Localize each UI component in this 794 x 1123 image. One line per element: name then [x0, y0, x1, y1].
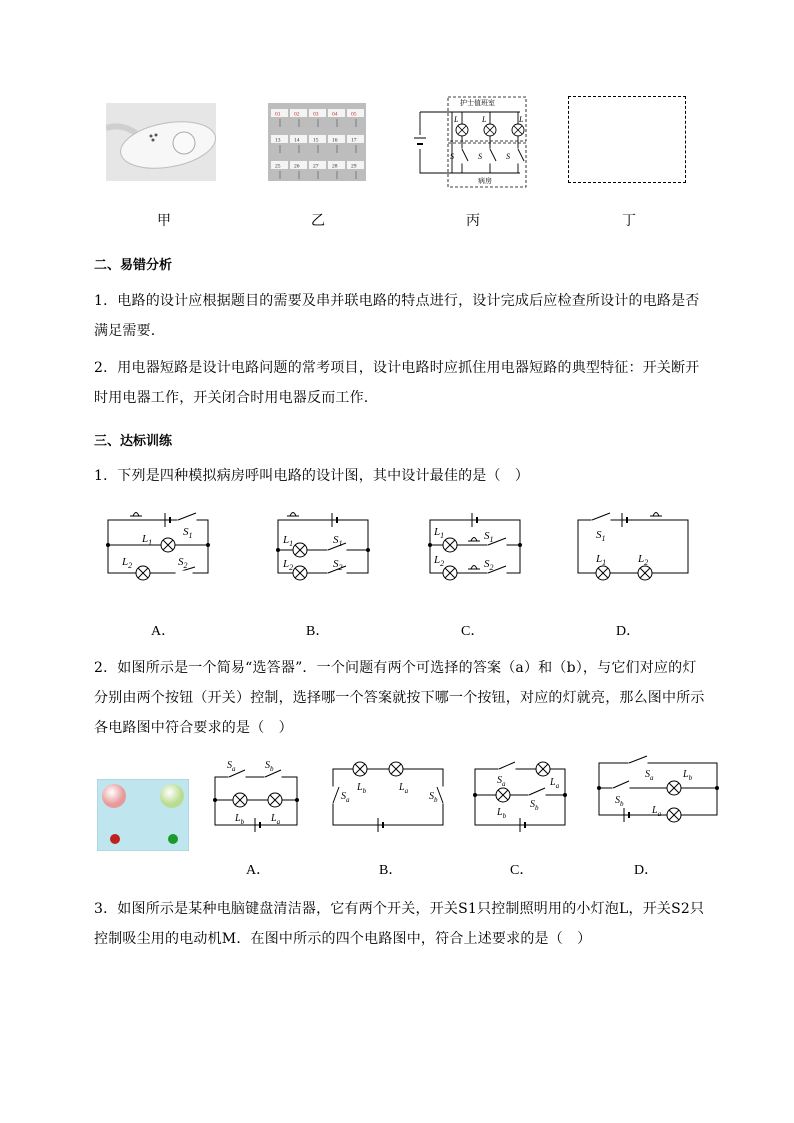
panel-cell-number: 27: [313, 163, 319, 170]
panel-cell-number: 17: [351, 137, 357, 144]
svg-text:L2: $L_2$: [283, 558, 294, 572]
svg-text:La: $L_a$: [399, 782, 409, 795]
svg-text:L2: $L_2$: [122, 556, 133, 570]
panel-cell-number: 25: [275, 163, 281, 170]
svg-text:L2: $L_2$: [638, 553, 649, 567]
section3-title: 三、达标训练: [94, 434, 173, 449]
panel-cell-number: 14: [294, 137, 300, 144]
section2-item-1: 1．电路的设计应根据题目的需要及串并联电路的特点进行，设计完成后应检查所设计的电路是否满足需要.: [94, 293, 700, 339]
svg-text:S2: $S_2$: [484, 558, 494, 572]
svg-text:Sb: $S_b$: [530, 799, 539, 812]
figure-ding-box: [568, 96, 686, 183]
q1-option-d[interactable]: D．: [616, 624, 641, 639]
svg-text:La: $L_a$: [271, 813, 281, 826]
q2-circuits: [205, 755, 725, 835]
panel-cell-number: 16: [332, 137, 338, 144]
panel-cell-number: 15: [313, 137, 319, 144]
svg-text:Sa: $S_a$: [645, 769, 654, 782]
q2-option-a[interactable]: A．: [246, 863, 271, 878]
svg-text:L: L: [519, 115, 524, 124]
panel-cell-number: 01: [275, 111, 281, 118]
q2-option-d[interactable]: D．: [634, 863, 659, 878]
svg-text:L1: $L_1$: [142, 533, 153, 547]
q1-circuits: [100, 505, 710, 585]
panel-cell-number: 03: [313, 111, 319, 118]
svg-text:L1: $L_1$: [434, 526, 445, 540]
figure-jia-image: [106, 103, 216, 181]
svg-text:S1: $S_1$: [484, 530, 494, 544]
q1-option-b[interactable]: B．: [306, 624, 330, 639]
panel-cell-number: 13: [275, 137, 281, 144]
figure-bing-circuit: [410, 93, 530, 189]
svg-text:S: S: [450, 152, 454, 161]
caption-ding: 丁: [622, 213, 636, 229]
q1-option-a[interactable]: A．: [151, 624, 176, 639]
caption-jia: 甲: [157, 213, 171, 229]
svg-text:S: S: [478, 152, 482, 161]
svg-text:L1: $L_1$: [596, 553, 607, 567]
svg-text:Lb: $L_b$: [235, 813, 245, 826]
svg-text:Sb: $S_b$: [429, 791, 438, 804]
q3-text: 3．如图所示是某种电脑键盘清洁器，它有两个开关，开关S1只控制照明用的小灯泡L，开关S2只控制吸尘用的电动机M．在图中所示的四个电路图中，符合上述要求的是（ ）: [94, 901, 705, 947]
q2-text: 2．如图所示是一个简易“选答器”．一个问题有两个可选择的答案（a）和（b），与它们对应的灯分别由两个按钮（开关）控制，选择哪一个答案就按下哪一个按钮，对应的灯就亮，那么图中所示各电路图中符合要求的是（ ）: [94, 660, 705, 736]
panel-cell-number: 28: [332, 163, 338, 170]
svg-text:L: L: [454, 115, 459, 124]
panel-cell-number: 05: [351, 111, 357, 118]
svg-text:Lb: $L_b$: [357, 782, 367, 795]
q2-option-c[interactable]: C．: [510, 863, 534, 878]
label-ward: 病房: [478, 177, 492, 185]
label-nurse-room: 护士值班室: [460, 99, 495, 107]
svg-text:S1: $S_1$: [183, 526, 193, 540]
svg-text:Sa: $S_a$: [227, 760, 236, 773]
q1-option-c[interactable]: C．: [461, 624, 485, 639]
figure-yi-panel: [268, 103, 366, 181]
svg-text:La: $L_a$: [550, 777, 560, 790]
q2-selector-device: [97, 779, 189, 851]
svg-text:Sa: $S_a$: [497, 775, 506, 788]
svg-text:La: $L_a$: [652, 805, 662, 818]
caption-bing: 丙: [466, 213, 480, 229]
svg-text:S: S: [506, 152, 510, 161]
q2-option-b[interactable]: B．: [379, 863, 403, 878]
caption-yi: 乙: [311, 213, 325, 229]
svg-text:Lb: $L_b$: [683, 769, 693, 782]
panel-cell-number: 26: [294, 163, 300, 170]
svg-text:Sb: $S_b$: [265, 760, 274, 773]
section2-title: 二、易错分析: [94, 258, 173, 273]
panel-cell-number: 02: [294, 111, 300, 118]
svg-text:L1: $L_1$: [283, 534, 294, 548]
svg-text:Sb: $S_b$: [615, 795, 624, 808]
svg-text:S1: $S_1$: [596, 529, 606, 543]
panel-cell-number: 29: [351, 163, 357, 170]
panel-cell-number: 04: [332, 111, 338, 118]
svg-text:Sa: $S_a$: [341, 791, 350, 804]
svg-text:L: L: [482, 115, 487, 124]
q1-text: 1．下列是四种模拟病房呼叫电路的设计图，其中设计最佳的是（ ）: [94, 468, 530, 484]
svg-text:S2: $S_2$: [178, 556, 188, 570]
section2-item-2: 2．用电器短路是设计电路问题的常考项目，设计电路时应抓住用电器短路的典型特征：开关断开时用电器工作，开关闭合时用电器反而工作.: [94, 360, 700, 406]
svg-text:S2: $S_2$: [333, 558, 343, 572]
svg-text:Lb: $L_b$: [497, 807, 507, 820]
svg-text:S1: $S_1$: [333, 534, 343, 548]
svg-text:L2: $L_2$: [434, 554, 445, 568]
